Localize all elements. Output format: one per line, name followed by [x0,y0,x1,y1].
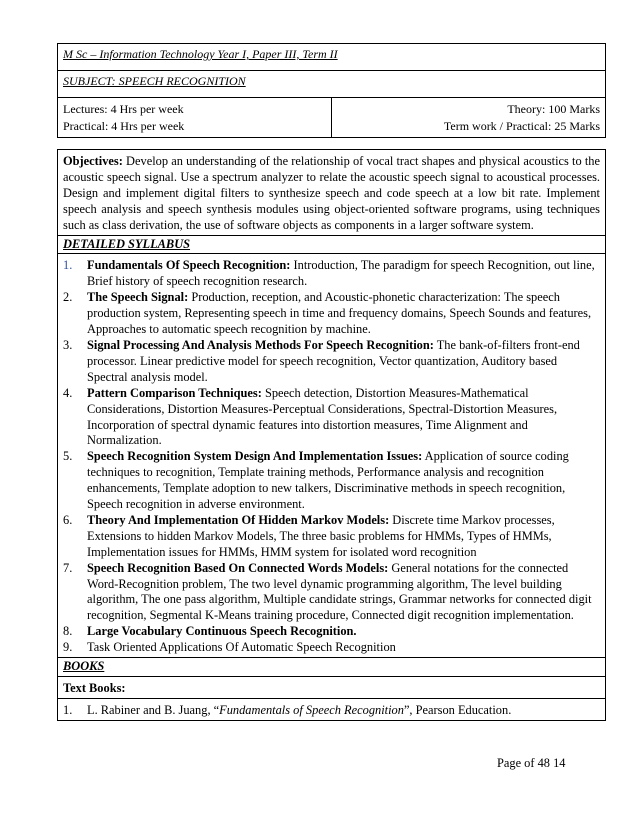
item-number: 8. [63,624,73,639]
item-title: Fundamentals Of Speech Recognition: [87,258,291,273]
syllabus-item [63,338,600,386]
syllabus-item [63,513,600,561]
syllabus-heading: DETAILED SYLLABUS [58,235,606,254]
syllabus-table [57,149,606,721]
document-page [57,43,606,721]
item-number: 9. [63,640,73,655]
lectures-hours: Lectures: 4 Hrs per week [63,102,184,116]
syllabus-list [63,258,600,656]
objectives-label: Objectives: [63,154,123,168]
marks-cell [332,98,606,138]
syllabus-item [63,640,600,656]
item-number: 2. [63,290,73,305]
books-heading: BOOKS [58,658,606,677]
item-number: 4. [63,385,73,400]
course-title: M Sc – Information Technology Year I, Paper III, Term II [58,44,606,71]
item-text: Application of source coding techniques to recognition, Template training methods, Performance analysis and recognition enhancements, Template adoption to new talkers, Discriminative methods in speech recognition, Speech recognition in adverse environment. [87,449,569,512]
book-title: Fundamentals of Speech Recognition [219,702,404,717]
course-header-table [57,43,606,138]
book-number: 1. [63,702,73,717]
termwork-marks: Term work / Practical: 25 Marks [443,119,600,133]
theory-marks: Theory: 100 Marks [507,102,600,116]
item-text: Speech detection, Distortion Measures-Mathematical Considerations, Distortion Measures-Perceptual Considerations, Spectral-Distortion Measures, Incorporation of spectral dynamic features into distortion measures, Time Alignment and Normalization. [87,385,558,448]
item-number: 5. [63,449,73,464]
syllabus-item [63,624,600,640]
item-text: General notations for the connected Word-Recognition problem, The two level dynamic programming algorithm, The level building algorithm, The one pass algorithm, Multiple candidate strings, Grammar networks for connected digit recognition, Segmental K-Means training procedure, Connected digit recognition implementation. [87,560,592,623]
item-number: 6. [63,512,73,527]
syllabus-item [63,561,600,625]
item-title: Signal Processing And Analysis Methods For Speech Recognition: [87,337,434,352]
objectives-text: Develop an understanding of the relationship of vocal tract shapes and physical acoustics to the acoustic speech signal. Use a spectrum analyzer to relate the acoustic speech signal to acoustical processes. Design and implement digital filters to synthesize speech and code speech at a low bit rate. Implement speech analysis and speech synthesis modules using object-oriented software programs, using techniques such as class derivation, the use of software objects as components in a larger software system. [63,154,600,232]
item-text: The bank-of-filters front-end processor. Linear predictive model for speech recognition, Vector quantization, Auditory based Spectral analysis model. [87,337,580,384]
item-title: Speech Recognition System Design And Implementation Issues: [87,449,423,464]
syllabus-item [63,290,600,338]
book-authors: L. Rabiner and B. Juang, “ [87,702,220,717]
book-entry-cell [58,698,606,720]
book-entry [63,703,600,719]
syllabus-item [63,258,600,290]
books-list [63,703,600,719]
item-number: 7. [63,560,73,575]
practical-hours: Practical: 4 Hrs per week [63,119,185,133]
item-text: Introduction, The paradigm for speech Recognition, out line, Brief history of speech recognition research. [87,258,595,289]
text-books-label: Text Books: [58,677,606,699]
syllabus-item [63,386,600,450]
objectives-cell [58,150,606,236]
item-text: Task Oriented Applications Of Automatic Speech Recognition [87,640,396,655]
hours-cell [58,98,332,138]
item-number: 3. [63,337,73,352]
item-text: Discrete time Markov processes, Extensions to hidden Markov Models, The three basic problems for HMMs, Types of HMMs, Implementation issues for HMMs, HMM system for isolated word recognition [87,512,555,559]
item-number: 1. [63,258,73,273]
item-title: Speech Recognition Based On Connected Words Models: [87,560,389,575]
item-title: Large Vocabulary Continuous Speech Recognition. [87,624,357,639]
item-title: The Speech Signal: [87,290,189,305]
item-title: Pattern Comparison Techniques: [87,385,262,400]
page-number: Page of 48 14 [497,756,566,770]
item-text: Production, reception, and Acoustic-phonetic characterization: The speech production system, Representing speech in time and frequency domains, Speech Sounds and features, Approaches to automatic speech recognition by machine. [87,290,592,337]
subject-title: SUBJECT: SPEECH RECOGNITION [58,71,606,98]
syllabus-item [63,449,600,513]
syllabus-list-cell [58,254,606,658]
item-title: Theory And Implementation Of Hidden Markov Models: [87,512,390,527]
book-publisher: ”, Pearson Education. [403,702,512,717]
